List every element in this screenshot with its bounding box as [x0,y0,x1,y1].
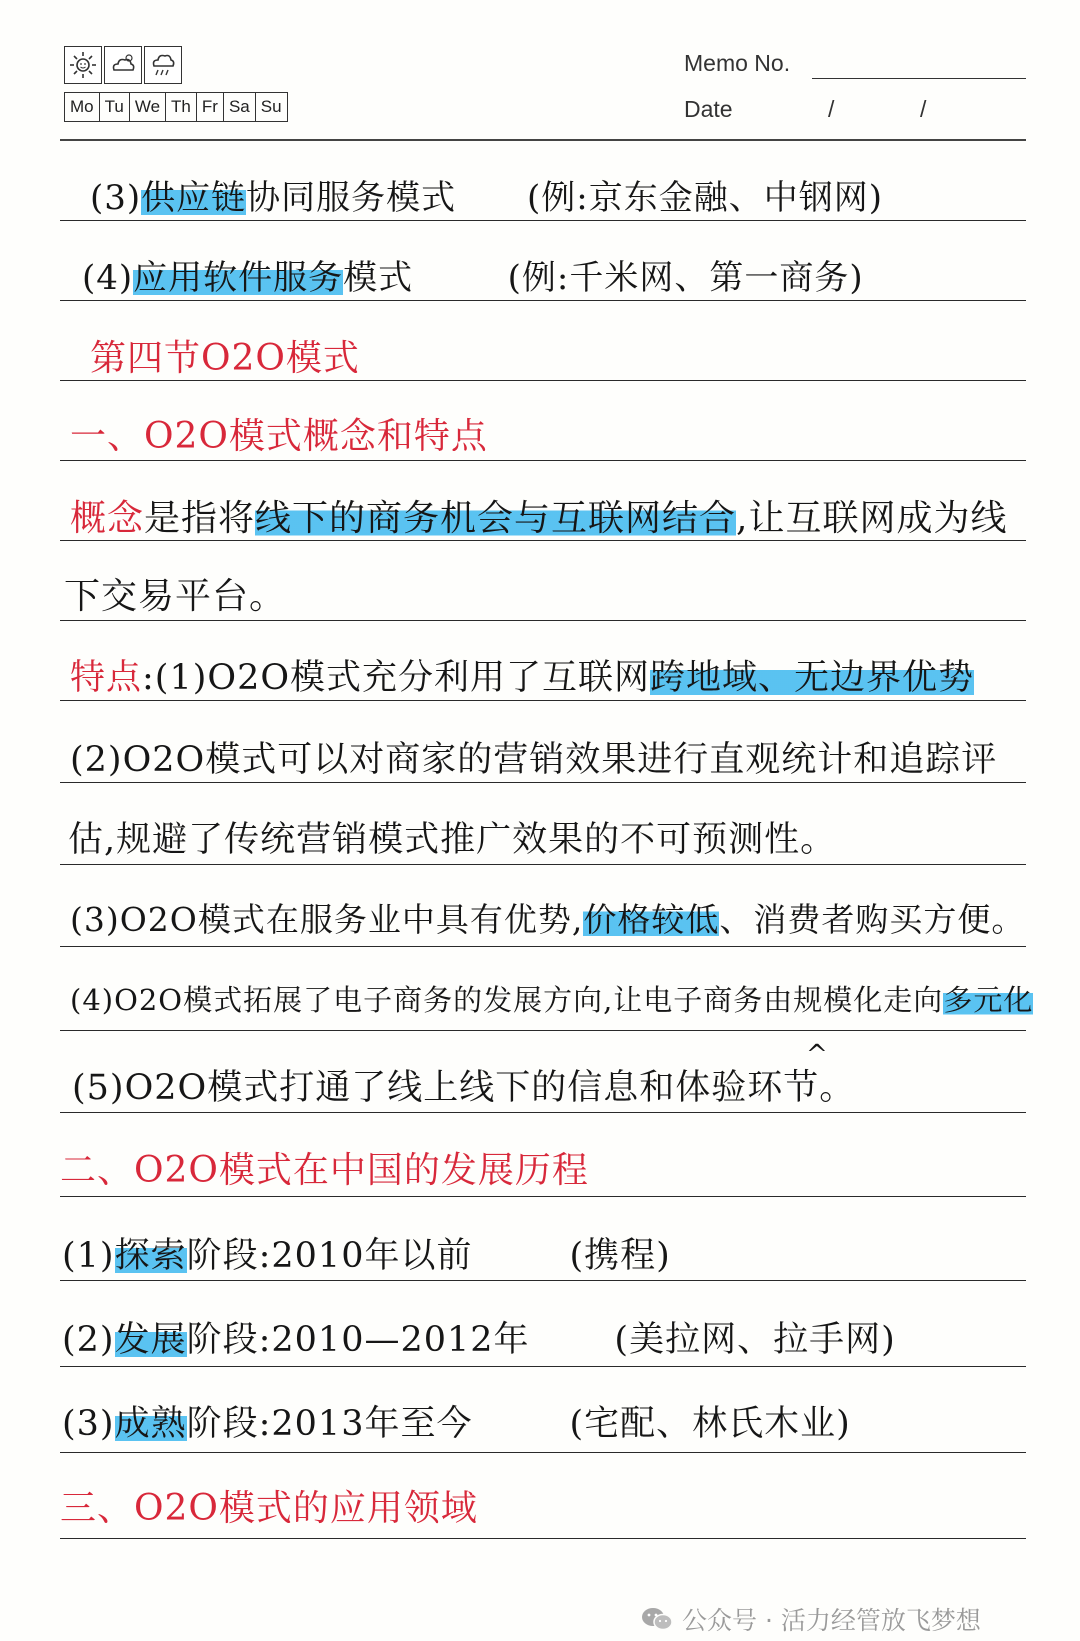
note-line [70,408,488,459]
highlighted-text: 线下的商务机会与互联网结合 [255,498,737,539]
note-text: (例:京东金融、中钢网) [456,178,884,218]
note-line [82,250,864,299]
note-line [90,170,883,219]
heading-text: 二、O2O模式在中国的发展历程 [60,1150,589,1191]
highlighted-text: 多元化 [943,983,1034,1017]
ruled-line [60,220,1026,221]
date-separator: / [920,96,927,122]
note-text: (3) [62,1404,115,1444]
memo-number-label: Memo No. [684,50,791,76]
ruled-line [60,620,1026,621]
ruled-line [60,1112,1026,1113]
ruled-line [60,1280,1026,1281]
insertion-mark: ^ [806,1040,828,1070]
note-line [60,1142,589,1193]
ruled-line [60,1030,1026,1031]
weather-icons [64,46,182,84]
note-line [70,978,1033,1019]
note-line [64,568,286,619]
note-text: 阶段:2013年至今 [186,1404,473,1444]
note-text: (美拉网、拉手网) [529,1320,896,1360]
highlighted-text: 探索 [114,1236,187,1276]
heading-text: 一、O2O模式概念和特点 [70,416,488,457]
ruled-line [60,782,1026,783]
highlighted-text: 成熟 [114,1404,187,1444]
ruled-line [60,300,1026,301]
note-line [68,812,836,862]
cloudy-icon[interactable] [104,46,142,84]
note-text: 、消费者购买方便。 [719,900,1026,939]
watermark-text: 公众号 · 活力经管放飞梦想 [682,1606,981,1635]
heading-text: 概念 [70,498,145,539]
ruled-line [60,1538,1026,1539]
highlighted-text: 跨地域、无边界优势 [650,658,975,698]
note-line [62,1228,671,1278]
date-separator: / [828,96,835,122]
note-text: (2)O2O模式可以对商家的营销效果进行直观统计和追踪评 [70,740,998,780]
note-text: (例:千米网、第一商务) [413,258,864,298]
note-text: :(1)O2O模式充分利用了互联网 [142,658,651,698]
watermark [640,1601,981,1637]
note-line [70,490,1008,541]
day-tu[interactable]: Tu [100,93,130,121]
ruled-line [60,460,1026,461]
ruled-line [60,700,1026,701]
ruled-line [60,864,1026,865]
note-text: 下交易平台。 [64,576,287,617]
note-text: 是指将 [144,498,256,539]
rain-icon[interactable] [144,46,182,84]
highlighted-text: 应用软件服务 [133,258,344,298]
heading-text: 三、O2O模式的应用领域 [60,1488,478,1529]
note-text: 估,规避了传统营销模式推广效果的不可预测性。 [68,820,837,860]
header-divider [60,139,1026,141]
note-text: (4)O2O模式拓展了电子商务的发展方向,让电子商务由规模化走向 [70,983,944,1017]
note-text: 模式 [343,258,414,298]
note-line [90,330,360,381]
note-text: 协同服务模式 [246,178,457,218]
note-line [60,1480,478,1531]
highlighted-text: 发展 [114,1320,187,1360]
memo-number-field[interactable] [812,78,1026,79]
day-th[interactable]: Th [166,93,197,121]
note-line [72,1060,855,1110]
day-fr[interactable]: Fr [197,93,224,121]
ruled-line [60,1366,1026,1367]
note-text: (携程) [472,1236,671,1276]
highlighted-text: 价格较低 [583,900,720,939]
note-line [70,650,974,700]
note-text: (1) [62,1236,115,1276]
ruled-line [60,946,1026,947]
date-label: Date [684,96,733,122]
note-text: (4) [82,258,134,298]
note-text: (3)O2O模式在服务业中具有优势, [70,900,584,939]
weekday-selector [64,92,288,122]
heading-text: 特点 [70,658,143,698]
day-sa[interactable]: Sa [224,93,256,121]
highlighted-text: 供应链 [141,178,247,218]
note-line [70,732,997,782]
note-text: (5)O2O模式打通了线上线下的信息和体验环节。 [72,1068,856,1108]
note-line [62,1396,851,1446]
note-text: ,让互联网成为线 [736,498,1008,539]
ruled-line [60,1196,1026,1197]
note-line [70,894,1025,941]
note-text: 阶段:2010—2012年 [186,1320,530,1360]
sun-icon[interactable] [64,46,102,84]
note-text: (3) [90,178,142,218]
day-mo[interactable]: Mo [65,93,100,121]
note-text: 阶段:2010年以前 [186,1236,473,1276]
day-we[interactable]: We [130,93,166,121]
note-line [62,1312,896,1362]
day-su[interactable]: Su [260,97,282,116]
heading-text: 第四节O2O模式 [90,338,360,379]
ruled-line [60,1452,1026,1453]
note-text: (2) [62,1320,115,1360]
note-text: (宅配、林氏木业) [472,1404,851,1444]
wechat-icon [640,1605,674,1633]
